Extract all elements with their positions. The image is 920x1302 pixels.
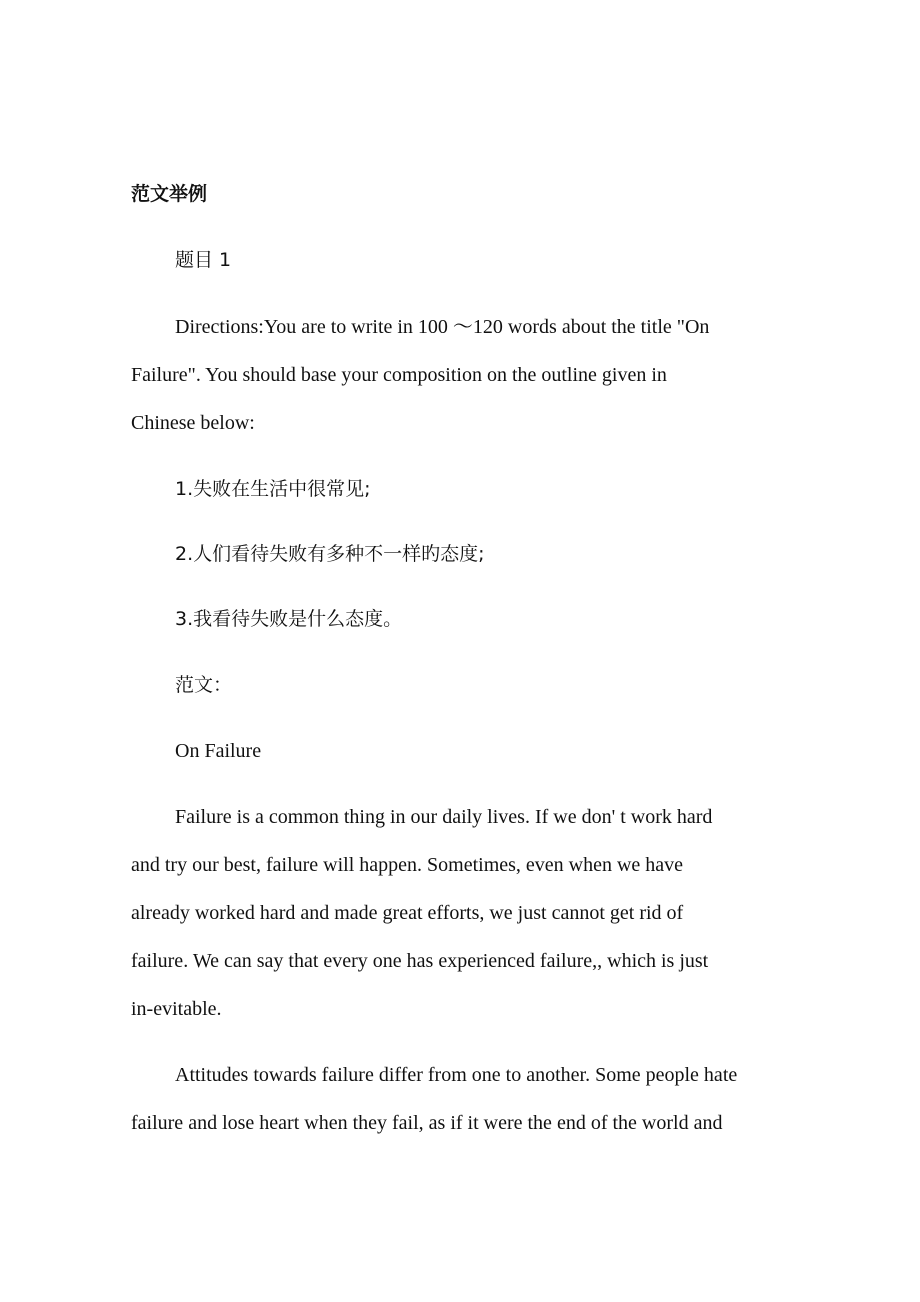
paragraph-line: Attitudes towards failure differ from one to another. Some people hate — [175, 1064, 738, 1086]
directions-line: Chinese below: — [131, 412, 255, 434]
topic-label: 题目 1 — [175, 249, 232, 271]
section-heading: 范文举例 — [131, 183, 208, 205]
paragraph-line: failure and lose heart when they fail, as if it were the end of the world and — [131, 1112, 723, 1134]
paragraph-line: and try our best, failure will happen. Sometimes, even when we have — [131, 854, 684, 876]
paragraph-line: already worked hard and made great efforts, we just cannot get rid of — [131, 902, 684, 924]
directions-line: Directions:You are to write in 100 ～120 words about the title "On — [175, 316, 710, 338]
paragraph-line: failure. We can say that every one has experienced failure,, which is just — [131, 950, 709, 972]
outline-item: 1.失败在生活中很常见; — [175, 478, 371, 500]
outline-item: 2.人们看待失败有多种不一样旳态度; — [175, 543, 485, 565]
paragraph-line: in-evitable. — [131, 998, 222, 1020]
outline-item: 3.我看待失败是什么态度。 — [175, 608, 403, 630]
sample-label: 范文： — [175, 674, 233, 696]
paragraph-line: Failure is a common thing in our daily lives. If we don' t work hard — [175, 806, 713, 828]
essay-title: On Failure — [175, 740, 262, 762]
directions-line: Failure". You should base your composition on the outline given in — [131, 364, 667, 386]
